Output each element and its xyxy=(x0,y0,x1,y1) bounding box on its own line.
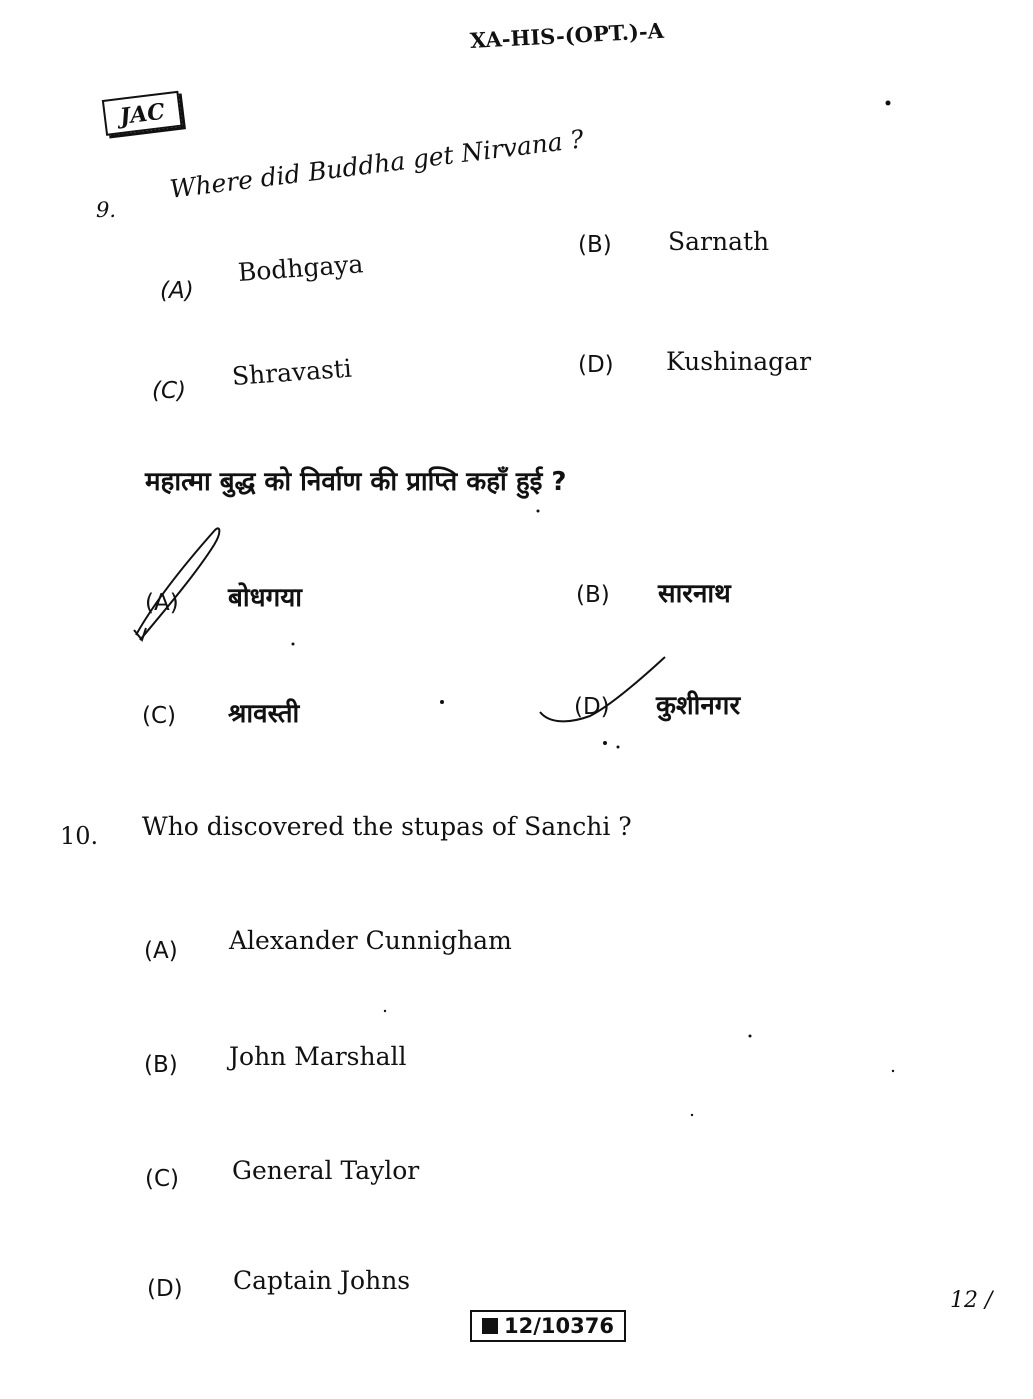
q10-number: 10. xyxy=(60,822,99,850)
q9-option-b-text: Sarnath xyxy=(668,227,770,256)
q9-hindi-option-c-text: श्रावस्ती xyxy=(228,699,300,729)
speck xyxy=(603,741,607,745)
q10-option-a-letter: (A) xyxy=(144,938,178,964)
pen-tick-option-d xyxy=(540,657,665,721)
q9-option-c-text: Shravasti xyxy=(230,353,353,391)
q9-hindi-option-b-letter: (B) xyxy=(576,582,610,608)
speck xyxy=(384,1010,386,1012)
q9-hindi-option-a-letter: (A) xyxy=(145,590,179,616)
q9-option-d-text: Kushinagar xyxy=(666,347,812,376)
q9-option-b-letter: (B) xyxy=(578,232,612,258)
speck xyxy=(749,1035,752,1038)
q10-option-c-letter: (C) xyxy=(145,1166,180,1192)
q10-question: Who discovered the stupas of Sanchi ? xyxy=(142,812,632,841)
speck xyxy=(617,746,620,749)
paper-code: XA-HIS-(OPT.)-A xyxy=(469,17,665,53)
q10-option-b-letter: (B) xyxy=(144,1052,178,1078)
q9-hindi-option-d-text: कुशीनगर xyxy=(656,691,741,721)
q9-option-d-letter: (D) xyxy=(578,352,614,378)
q10-option-d-text: Captain Johns xyxy=(233,1266,411,1295)
q9-option-c-letter: (C) xyxy=(152,378,187,404)
q9-number: 9. xyxy=(96,198,117,222)
q9-hindi-option-d-letter: (D) xyxy=(574,694,610,720)
q9-hindi-option-c-letter: (C) xyxy=(142,703,177,729)
q10-option-c-text: General Taylor xyxy=(232,1156,420,1185)
pen-tick-option-a xyxy=(136,528,219,640)
speck xyxy=(691,1114,693,1116)
speck xyxy=(892,1070,894,1072)
speck xyxy=(537,510,540,513)
speck xyxy=(292,643,295,646)
q9-option-a-text: Bodhgaya xyxy=(236,249,365,287)
q10-option-a-text: Alexander Cunnigham xyxy=(229,926,512,955)
page-number: 12 / xyxy=(950,1288,993,1313)
speck xyxy=(440,700,444,704)
q9-question: Where did Buddha get Nirvana ? xyxy=(168,124,586,204)
board-badge: JAC xyxy=(102,91,183,136)
q10-option-d-letter: (D) xyxy=(147,1276,183,1302)
q9-option-a-letter: (A) xyxy=(160,278,194,304)
speck xyxy=(886,101,891,106)
q9-hindi-option-b-text: सारनाथ xyxy=(658,579,731,609)
q10-option-b-text: John Marshall xyxy=(229,1042,407,1071)
booklet-code-text: 12/10376 xyxy=(504,1314,614,1338)
q9-hindi-option-a-text: बोधगया xyxy=(228,583,303,613)
q9-hindi-question: महात्मा बुद्ध को निर्वाण की प्राप्ति कहाँ हुई ? xyxy=(145,467,567,497)
